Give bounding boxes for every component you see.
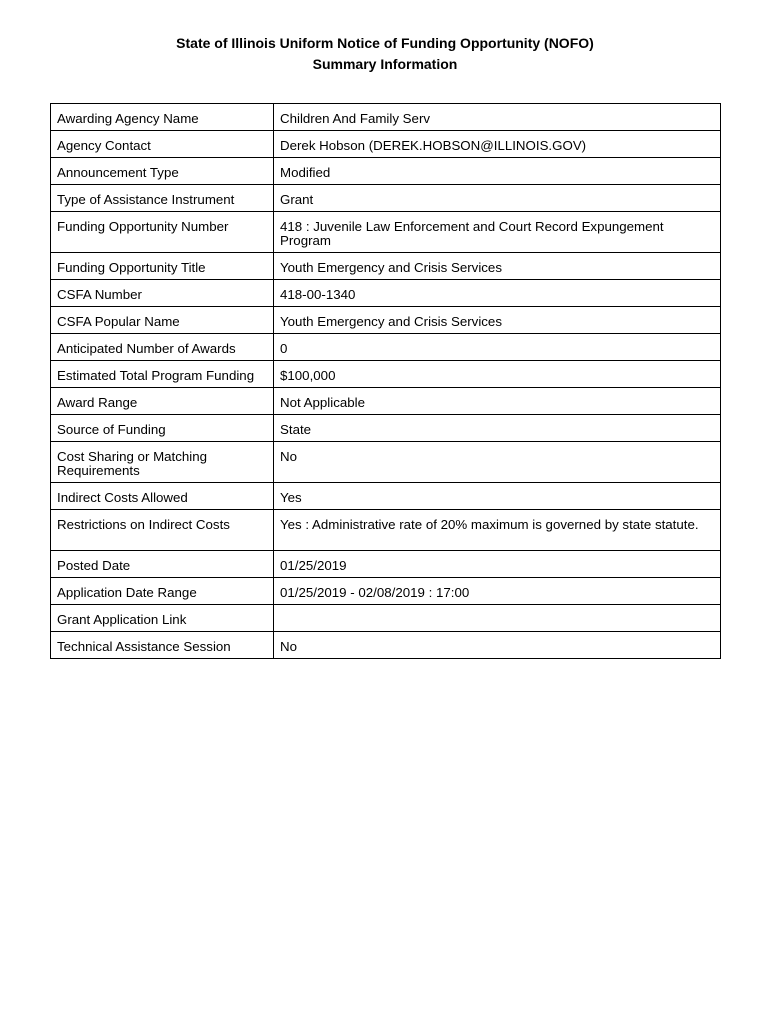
row-value: Modified <box>274 158 721 185</box>
row-value: Children And Family Serv <box>274 104 721 131</box>
row-label: Anticipated Number of Awards <box>51 334 274 361</box>
table-row <box>51 605 721 632</box>
table-row <box>51 334 721 361</box>
row-value: 418-00-1340 <box>274 280 721 307</box>
document-title: State of Illinois Uniform Notice of Funding Opportunity (NOFO) <box>176 35 594 51</box>
row-label: Estimated Total Program Funding <box>51 361 274 388</box>
row-label: Indirect Costs Allowed <box>51 483 274 510</box>
row-value: 0 <box>274 334 721 361</box>
row-label: Source of Funding <box>51 415 274 442</box>
row-value: Yes : Administrative rate of 20% maximum is governed by state statute. <box>274 510 721 551</box>
table-row <box>51 632 721 659</box>
table-row <box>51 253 721 280</box>
row-label: Announcement Type <box>51 158 274 185</box>
row-value: 01/25/2019 - 02/08/2019 : 17:00 <box>274 578 721 605</box>
row-value: Yes <box>274 483 721 510</box>
row-label: Funding Opportunity Number <box>51 212 274 253</box>
row-label: CSFA Popular Name <box>51 307 274 334</box>
row-label: Type of Assistance Instrument <box>51 185 274 212</box>
row-value: No <box>274 632 721 659</box>
row-label: CSFA Number <box>51 280 274 307</box>
row-label: Funding Opportunity Title <box>51 253 274 280</box>
row-value: No <box>274 442 721 483</box>
row-value: Youth Emergency and Crisis Services <box>274 253 721 280</box>
row-label: Application Date Range <box>51 578 274 605</box>
table-row <box>51 388 721 415</box>
document-subtitle: Summary Information <box>312 56 458 72</box>
table-row <box>51 212 721 253</box>
row-label: Restrictions on Indirect Costs <box>51 510 274 551</box>
table-row <box>51 361 721 388</box>
row-label: Agency Contact <box>51 131 274 158</box>
table-row <box>51 442 721 483</box>
table-row <box>51 415 721 442</box>
row-label: Award Range <box>51 388 274 415</box>
row-value: Derek Hobson (DEREK.HOBSON@ILLINOIS.GOV) <box>274 131 721 158</box>
row-label: Posted Date <box>51 551 274 578</box>
page-header <box>0 33 770 75</box>
table-row <box>51 483 721 510</box>
table-row <box>51 578 721 605</box>
table-row <box>51 104 721 131</box>
row-value: Youth Emergency and Crisis Services <box>274 307 721 334</box>
summary-table <box>50 103 721 659</box>
row-label: Cost Sharing or Matching Requirements <box>51 442 274 483</box>
row-value: 418 : Juvenile Law Enforcement and Court Record Expungement Program <box>274 212 721 253</box>
table-row <box>51 280 721 307</box>
row-label: Technical Assistance Session <box>51 632 274 659</box>
row-label: Awarding Agency Name <box>51 104 274 131</box>
row-value <box>274 605 721 632</box>
row-value: State <box>274 415 721 442</box>
row-value: $100,000 <box>274 361 721 388</box>
table-row <box>51 307 721 334</box>
table-row <box>51 185 721 212</box>
row-value: 01/25/2019 <box>274 551 721 578</box>
table-row <box>51 131 721 158</box>
table-row <box>51 551 721 578</box>
row-value: Grant <box>274 185 721 212</box>
table-row <box>51 158 721 185</box>
row-value: Not Applicable <box>274 388 721 415</box>
table-row <box>51 510 721 551</box>
row-label: Grant Application Link <box>51 605 274 632</box>
